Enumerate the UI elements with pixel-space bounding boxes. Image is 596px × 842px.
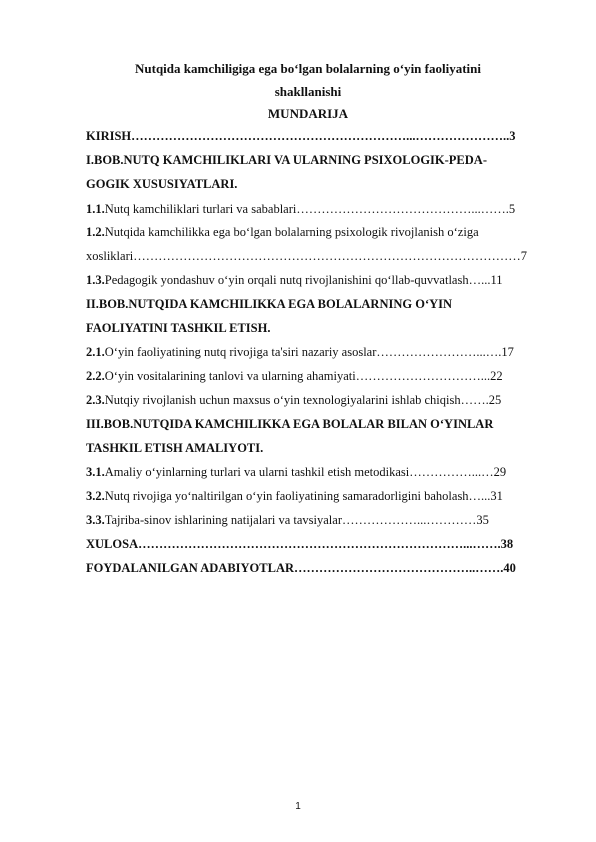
toc-entry-number: 3.1.	[86, 465, 105, 479]
toc-chapter-3-line1	[86, 416, 552, 432]
toc-entry-number: 3.2.	[86, 489, 105, 503]
toc-entry-text: Nutqida kamchilikka ega bo‘lgan bolalarning psixologik rivojlanish o‘ziga	[104, 225, 479, 239]
toc-entry-text: I.BOB.NUTQ KAMCHILIKLARI VA ULARNING PSIXOLOGIK-PEDA-	[86, 153, 487, 167]
toc-entry-text: O‘yin vositalarining tanlovi va ularning ahamiyati…………………………...22	[104, 369, 503, 383]
toc-chapter-1-line2	[86, 176, 552, 192]
toc-entry-number: 2.1.	[86, 345, 105, 359]
toc-entry-1-2	[86, 224, 552, 240]
toc-entry-2-1	[86, 344, 552, 360]
page-number: 1	[295, 801, 301, 812]
toc-entry-text: KIRISH…………………………………………………………...…………………..3	[86, 129, 516, 143]
toc-entry-number: 1.2.	[86, 225, 105, 239]
toc-entry-text: Tajriba-sinov ishlarining natijalari va tavsiyalar………………...…………35	[104, 513, 489, 527]
toc-entry-number: 2.2.	[86, 369, 105, 383]
toc-entry-kirish	[86, 128, 552, 144]
toc-entry-text: XULOSA……………………………………………………………………...…….38	[86, 537, 514, 551]
toc-chapter-2-line2	[86, 320, 552, 336]
toc-entry-3-2	[86, 488, 552, 504]
toc-entry-number: 2.3.	[86, 393, 105, 407]
toc-chapter-1-line1	[86, 152, 552, 168]
toc-entry-text: TASHKIL ETISH AMALIYOTI.	[86, 441, 264, 455]
toc-entry-text: FAOLIYATINI TASHKIL ETISH.	[86, 321, 271, 335]
toc-chapter-2-line1	[86, 296, 552, 312]
toc-chapter-3-line2	[86, 440, 552, 456]
document-title-line1: Nutqida kamchiligiga ega bo‘lgan bolalarning o‘yin faoliyatini	[135, 61, 481, 76]
toc-entry-number: 1.3.	[86, 273, 105, 287]
toc-entry-2-2	[86, 368, 552, 384]
contents-heading: MUNDARIJA	[267, 106, 349, 121]
toc-entry-adabiyotlar	[86, 560, 552, 576]
toc-entry-2-3	[86, 392, 552, 408]
toc-entry-text: Amaliy o‘yinlarning turlari va ularni tashkil etish metodikasi……………...…29	[104, 465, 507, 479]
toc-entry-3-3	[86, 512, 552, 528]
toc-entry-text: O‘yin faoliyatining nutq rivojiga ta'siri nazariy asoslar……………………...….17	[104, 345, 514, 359]
toc-entry-text: Nutq kamchiliklari turlari va sabablari……………………………………...…….5	[104, 202, 516, 216]
toc-entry-text: III.BOB.NUTQIDA KAMCHILIKKA EGA BOLALAR BILAN O‘YINLAR	[86, 417, 494, 431]
toc-entry-1-1	[86, 201, 552, 217]
toc-entry-text: xosliklari…………………………………………………………………………………7	[86, 249, 527, 263]
toc-entry-text: GOGIK XUSUSIYATLARI.	[86, 177, 238, 191]
toc-entry-3-1	[86, 464, 552, 480]
toc-entry-text: II.BOB.NUTQIDA KAMCHILIKKA EGA BOLALARNING O‘YIN	[86, 297, 453, 311]
toc-entry-text: FOYDALANILGAN ADABIYOTLAR……………………………………..…….40	[86, 561, 516, 575]
toc-entry-text: Pedagogik yondashuv o‘yin orqali nutq rivojlanishini qo‘llab-quvvatlash…...11	[104, 273, 503, 287]
toc-entry-1-3	[86, 272, 552, 288]
toc-entry-number: 1.1.	[86, 202, 105, 216]
document-title-line2: shakllanishi	[274, 84, 342, 99]
toc-entry-text: Nutq rivojiga yo‘naltirilgan o‘yin faoliyatining samaradorligini baholash…...31	[104, 489, 503, 503]
toc-entry-text: Nutqiy rivojlanish uchun maxsus o‘yin texnologiyalarini ishlab chiqish…….25	[104, 393, 502, 407]
toc-entry-xulosa	[86, 536, 552, 552]
toc-entry-number: 3.3.	[86, 513, 105, 527]
toc-entry-1-2-cont	[86, 248, 552, 264]
